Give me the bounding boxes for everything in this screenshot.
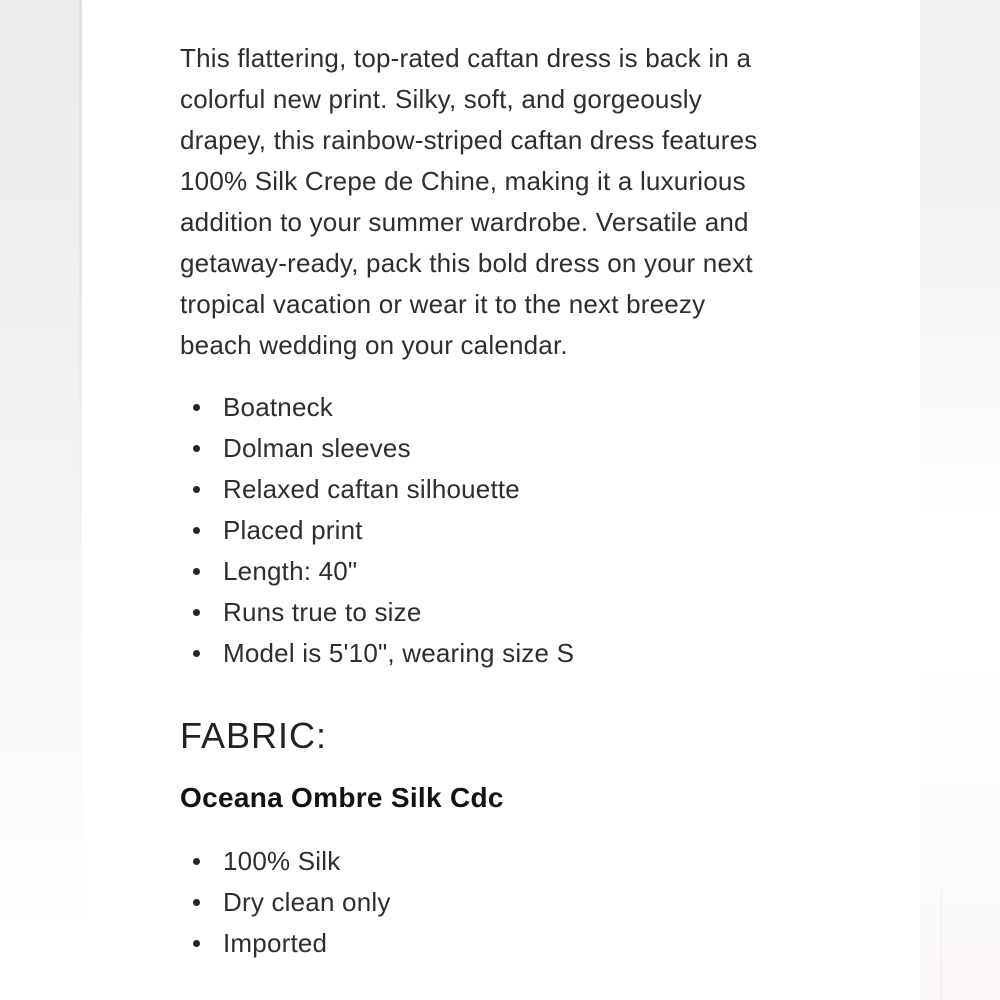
right-edge-shadow [920, 0, 1000, 520]
fabric-detail-item: Imported [180, 923, 828, 964]
fabric-heading: FABRIC: [180, 715, 328, 756]
feature-item: Placed print [180, 510, 828, 551]
right-edge-shadow-line [941, 890, 942, 1000]
feature-item: Boatneck [180, 387, 828, 428]
fabric-name: Oceana Ombre Silk Cdc [180, 782, 504, 813]
feature-list [180, 387, 828, 674]
description-line: getaway-ready, pack this bold dress on your next [180, 248, 753, 278]
product-description-section [180, 0, 828, 964]
description-line: addition to your summer wardrobe. Versatile and [180, 207, 749, 237]
description-line: tropical vacation or wear it to the next breezy [180, 289, 706, 319]
left-edge-shadow [0, 0, 82, 935]
feature-item: Runs true to size [180, 592, 828, 633]
description-line: beach wedding on your calendar. [180, 330, 568, 360]
fabric-detail-item: 100% Silk [180, 841, 828, 882]
description-line: drapey, this rainbow-striped caftan dress features [180, 125, 758, 155]
product-description-paragraph [180, 38, 828, 366]
feature-item: Relaxed caftan silhouette [180, 469, 828, 510]
fabric-detail-item: Dry clean only [180, 882, 828, 923]
feature-item: Model is 5'10", wearing size S [180, 633, 828, 674]
right-edge-shadow-bottom [920, 660, 1000, 1000]
left-edge-shadow-line [79, 0, 82, 560]
description-line: colorful new print. Silky, soft, and gorgeously [180, 84, 702, 114]
feature-item: Dolman sleeves [180, 428, 828, 469]
description-line: 100% Silk Crepe de Chine, making it a luxurious [180, 166, 746, 196]
fabric-detail-list [180, 841, 828, 964]
feature-item: Length: 40" [180, 551, 828, 592]
description-line: This flattering, top-rated caftan dress is back in a [180, 43, 752, 73]
